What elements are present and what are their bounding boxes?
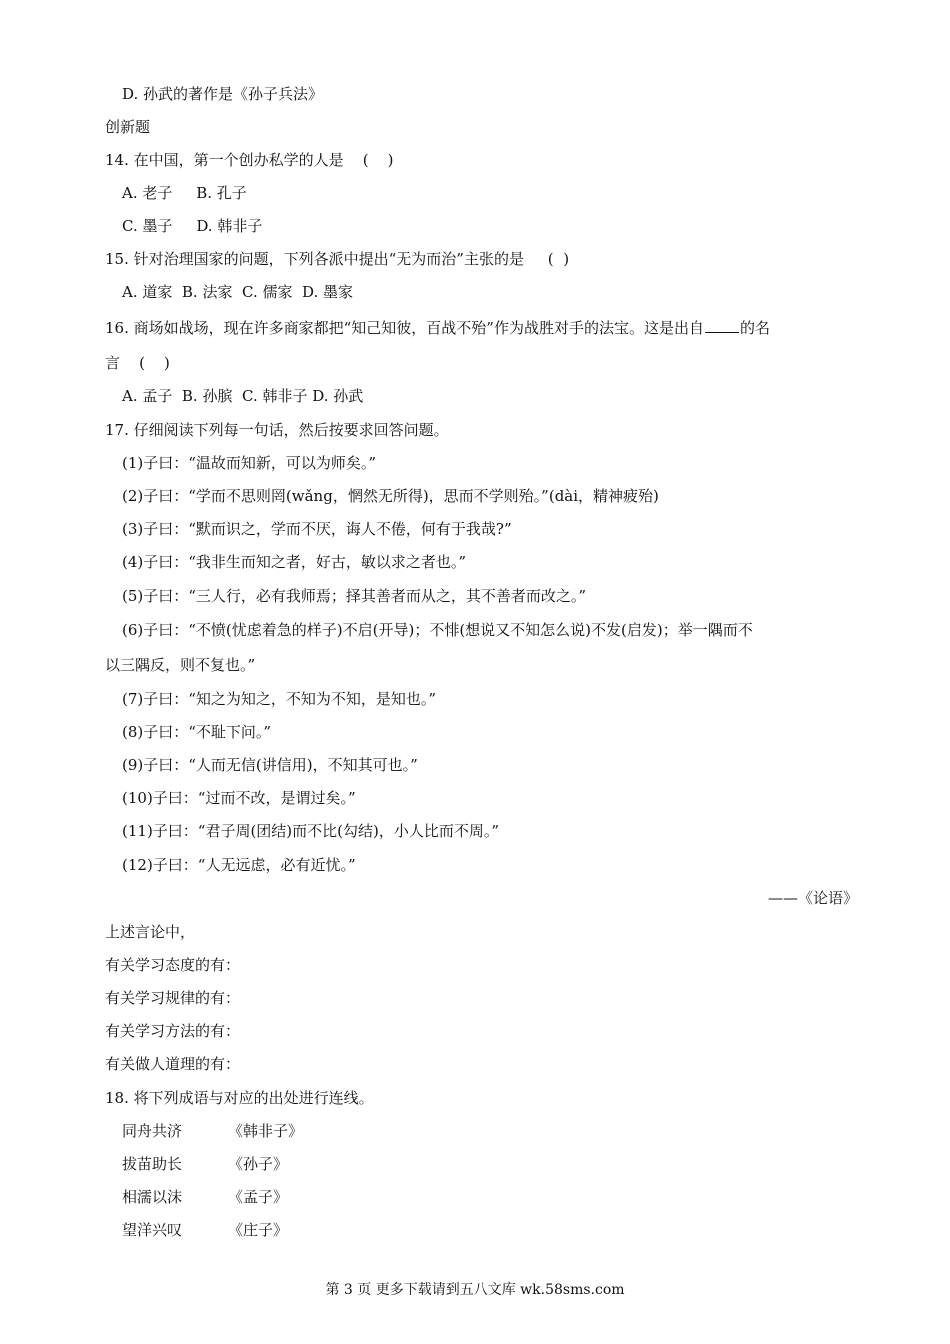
q17-source: ——《论语》 xyxy=(767,889,858,907)
q14-stem: 14. 在中国，第一个创办私学的人是 ( ) xyxy=(105,151,394,169)
q18-idiom: 同舟共济 xyxy=(122,1122,183,1140)
q17-stem: 17. 仔细阅读下列每一句话，然后按要求回答问题。 xyxy=(105,421,449,439)
q18-idiom: 望洋兴叹 xyxy=(122,1221,183,1239)
q16-stem-part-b: 的名 xyxy=(739,319,770,337)
q17-item: (7)子曰：“知之为知之，不知为不知，是知也。” xyxy=(122,690,437,708)
q16-stem-part-a: 16. 商场如战场，现在许多商家都把“知己知彼，百战不殆”作为战胜对手的法宝。这是出自 xyxy=(105,319,704,337)
q17-answer-line: 有关学习态度的有： xyxy=(105,956,241,974)
q17-answer-line: 有关做人道理的有： xyxy=(105,1055,241,1073)
q17-item: (10)子曰：“过而不改，是谓过矣。” xyxy=(122,789,356,807)
q17-item: (5)子曰：“三人行，必有我师焉；择其善者而从之，其不善者而改之。” xyxy=(122,587,587,605)
q18-source: 《庄子》 xyxy=(228,1221,289,1239)
q14-options-ab: A. 老子 B. 孔子 xyxy=(122,184,247,202)
q17-item: (6)子曰：“不愤(忧虑着急的样子)不启(开导)；不悱(想说又不知怎么说)不发(启发)；举一隅而不 xyxy=(122,621,753,639)
q17-item: (3)子曰：“默而识之，学而不厌，诲人不倦，何有于我哉?” xyxy=(122,520,512,538)
q17-answer-line: 有关学习方法的有： xyxy=(105,1022,241,1040)
section-title: 创新题 xyxy=(105,118,151,136)
q16-options: A. 孟子 B. 孙膑 C. 韩非子 D. 孙武 xyxy=(122,387,364,405)
q17-item-cont: 以三隅反，则不复也。” xyxy=(105,656,256,674)
q17-answer-line: 有关学习规律的有： xyxy=(105,989,241,1007)
q16-stem xyxy=(105,318,770,338)
q16-answer-blank xyxy=(705,318,739,333)
q17-intro: 上述言论中， xyxy=(105,923,196,941)
q14-options-cd: C. 墨子 D. 韩非子 xyxy=(122,217,263,235)
q18-source: 《孟子》 xyxy=(228,1188,289,1206)
q18-idiom: 拔苗助长 xyxy=(122,1155,183,1173)
q18-stem: 18. 将下列成语与对应的出处进行连线。 xyxy=(105,1089,374,1107)
q16-stem-cont: 言 ( ) xyxy=(105,354,170,372)
q17-item: (9)子曰：“人而无信(讲信用)，不知其可也。” xyxy=(122,756,418,774)
q17-item: (12)子曰：“人无远虑，必有近忧。” xyxy=(122,856,356,874)
q15-stem: 15. 针对治理国家的问题，下列各派中提出“无为而治”主张的是 ( ) xyxy=(105,250,570,268)
page-footer: 第 3 页 更多下载请到五八文库 wk.58sms.com xyxy=(325,1282,625,1298)
q17-item: (1)子曰：“温故而知新，可以为师矣。” xyxy=(122,454,377,472)
q17-item: (4)子曰：“我非生而知之者，好古，敏以求之者也。” xyxy=(122,553,467,571)
q17-item: (8)子曰：“不耻下问。” xyxy=(122,723,272,741)
q13-option-d: D. 孙武的著作是《孙子兵法》 xyxy=(122,85,324,103)
q18-idiom: 相濡以沫 xyxy=(122,1188,183,1206)
q18-source: 《韩非子》 xyxy=(228,1122,304,1140)
q15-options: A. 道家 B. 法家 C. 儒家 D. 墨家 xyxy=(122,283,354,301)
q17-item: (2)子曰：“学而不思则罔(wǎng，惘然无所得)，思而不学则殆。”(dài，精神疲殆) xyxy=(122,487,659,505)
q17-item: (11)子曰：“君子周(团结)而不比(勾结)，小人比而不周。” xyxy=(122,822,500,840)
q18-source: 《孙子》 xyxy=(228,1155,289,1173)
